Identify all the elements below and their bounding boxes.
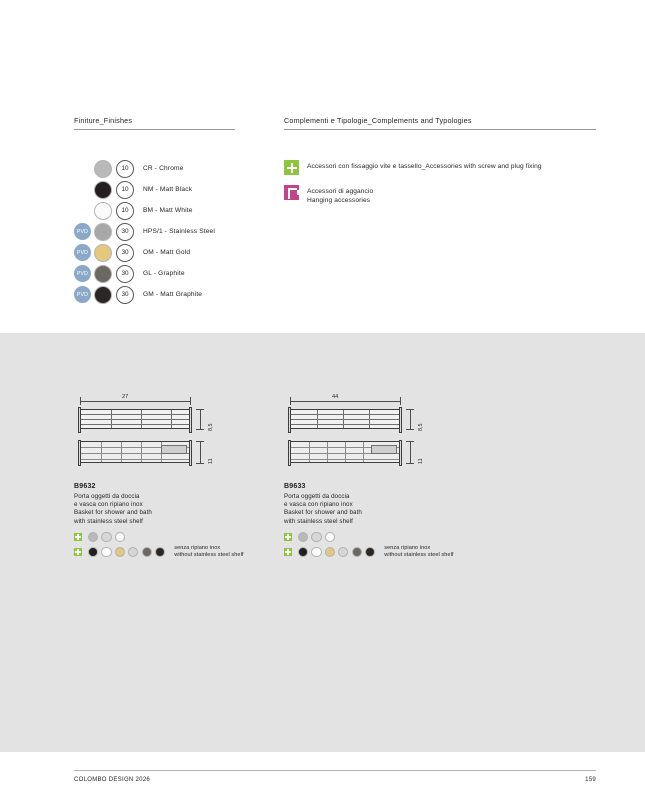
dimension-line — [80, 401, 190, 402]
finish-label: NM - Matt Black — [143, 186, 193, 193]
finish-dot — [101, 532, 111, 542]
finish-options-row-2 — [284, 545, 484, 559]
warranty-badge: 10 — [116, 202, 134, 220]
dimension-line — [410, 409, 411, 429]
finish-swatch — [94, 223, 112, 241]
page-number: 159 — [585, 777, 596, 783]
stainless-shelf — [161, 445, 187, 454]
dimension-tick — [190, 397, 191, 405]
warranty-badge: 30 — [116, 244, 134, 262]
warranty-badge: 10 — [116, 160, 134, 178]
dimension-tick — [196, 429, 204, 430]
option-note-en: without stainless steel shelf — [174, 552, 244, 558]
finish-row — [74, 179, 284, 200]
product-code: B9632 — [74, 483, 96, 490]
footer-brand: COLOMBO DESIGN 2026 — [74, 777, 151, 783]
dimension-tick — [400, 397, 401, 405]
complement-row — [284, 185, 604, 205]
basket-front-view — [80, 409, 190, 429]
basket-end-cap — [189, 440, 192, 466]
dimension-tick — [196, 409, 204, 410]
finish-dot — [101, 547, 111, 557]
finish-dot — [88, 532, 98, 542]
description-line: with stainless steel shelf — [74, 517, 143, 525]
finish-dot — [298, 532, 308, 542]
finish-swatch — [94, 265, 112, 283]
product-drawing — [74, 409, 214, 471]
basket-end-cap — [189, 407, 192, 433]
finish-label: BM - Matt White — [143, 207, 193, 214]
finish-swatch — [94, 286, 112, 304]
finish-swatch — [94, 160, 112, 178]
complement-row — [284, 160, 604, 175]
product-description — [284, 493, 484, 526]
dimension-height-a-value: 8,5 — [208, 423, 214, 431]
dimension-width-value: 27 — [118, 394, 132, 400]
finish-dot — [325, 547, 335, 557]
finish-row — [74, 263, 284, 284]
warranty-badge: 30 — [116, 223, 134, 241]
dimension-line — [200, 441, 201, 463]
dimension-tick — [406, 463, 414, 464]
plus-square-icon — [284, 533, 292, 541]
product-description — [74, 493, 274, 526]
hook-square-icon — [284, 185, 299, 200]
finish-label: OM - Matt Gold — [143, 249, 191, 256]
product-drawing — [284, 409, 424, 471]
finish-swatch — [94, 181, 112, 199]
complement-text: Accessori con fissaggio vite e tassello_Accessories with screw and plug fixing — [307, 163, 542, 170]
description-line: with stainless steel shelf — [284, 517, 353, 525]
description-line: Porta oggetti da doccia — [284, 493, 350, 500]
description-line: e vasca con ripiano inox — [74, 501, 143, 509]
finish-row — [74, 284, 284, 305]
basket-end-cap — [78, 407, 81, 433]
page-footer — [74, 770, 596, 783]
finish-label: GL - Graphite — [143, 270, 185, 277]
dimension-height-a-value: 8,5 — [418, 423, 424, 431]
finish-row — [74, 200, 284, 221]
dimension-width — [284, 395, 484, 407]
finish-dot — [338, 547, 348, 557]
finish-options-row-1 — [74, 532, 274, 542]
finish-row — [74, 158, 284, 179]
dimension-tick — [196, 441, 204, 442]
finish-dot — [311, 532, 321, 542]
description-line: e vasca con ripiano inox — [284, 501, 353, 509]
basket-end-cap — [288, 407, 291, 433]
finish-options-row-1 — [284, 532, 484, 542]
option-note — [384, 545, 453, 559]
finish-dot — [115, 532, 125, 542]
basket-perspective-view — [80, 441, 190, 463]
warranty-badge: 30 — [116, 286, 134, 304]
basket-end-cap — [399, 407, 402, 433]
heading-complements: Complementi e Tipologie_Complements and Typologies — [284, 116, 596, 130]
complement-text-en: Hanging accessories — [307, 196, 371, 204]
finish-dot — [155, 547, 165, 557]
finish-dot — [115, 547, 125, 557]
finish-swatch — [94, 244, 112, 262]
dimension-line — [290, 401, 400, 402]
pvd-badge: PVD — [74, 265, 91, 282]
option-note-en: without stainless steel shelf — [384, 552, 454, 558]
warranty-badge: 30 — [116, 265, 134, 283]
product-block-b9633 — [284, 395, 484, 559]
finish-label: CR - Chrome — [143, 165, 184, 172]
dimension-width — [74, 395, 274, 407]
dimension-width-value: 44 — [328, 394, 342, 400]
dimension-tick — [196, 463, 204, 464]
description-line: Porta oggetti da doccia — [74, 493, 140, 500]
dimension-tick — [80, 397, 81, 405]
finishes-list — [74, 158, 284, 305]
finish-dot — [311, 547, 321, 557]
finish-label: GM - Matt Graphite — [143, 291, 203, 298]
plus-square-icon — [74, 533, 82, 541]
option-note-it: senza ripiano inox — [174, 545, 221, 551]
dimension-tick — [406, 409, 414, 410]
description-line: Basket for shower and bath — [284, 509, 362, 517]
finish-label: HPS/1 - Stainless Steel — [143, 228, 215, 235]
finish-row — [74, 242, 284, 263]
finish-row — [74, 221, 284, 242]
finish-swatch — [94, 202, 112, 220]
product-code: B9633 — [284, 483, 306, 490]
finish-dot — [365, 547, 375, 557]
dimension-height-b-value: 11 — [208, 458, 214, 464]
option-note — [174, 545, 243, 559]
dimension-height-b-value: 11 — [418, 458, 424, 464]
finish-dot — [128, 547, 138, 557]
basket-end-cap — [399, 440, 402, 466]
plus-square-icon — [284, 548, 292, 556]
finish-dot — [352, 547, 362, 557]
finish-dot — [142, 547, 152, 557]
dimension-tick — [406, 429, 414, 430]
dimension-line — [410, 441, 411, 463]
complement-text — [307, 185, 373, 205]
plus-square-icon — [284, 160, 299, 175]
finish-dot — [88, 547, 98, 557]
pvd-badge: PVD — [74, 286, 91, 303]
complements-list — [284, 160, 604, 215]
dimension-tick — [406, 441, 414, 442]
option-note-it: senza ripiano inox — [384, 545, 431, 551]
pvd-badge: PVD — [74, 244, 91, 261]
section-headings — [0, 116, 645, 136]
stainless-shelf — [371, 445, 397, 454]
dimension-tick — [290, 397, 291, 405]
finish-options-row-2 — [74, 545, 274, 559]
finish-dot — [325, 532, 335, 542]
plus-square-icon — [74, 548, 82, 556]
basket-front-view — [290, 409, 400, 429]
pvd-badge: PVD — [74, 223, 91, 240]
description-line: Basket for shower and bath — [74, 509, 152, 517]
complement-text-it: Accessori di aggancio — [307, 188, 374, 195]
warranty-badge: 10 — [116, 181, 134, 199]
finish-dot — [298, 547, 308, 557]
product-block-b9632 — [74, 395, 274, 559]
basket-perspective-view — [290, 441, 400, 463]
dimension-line — [200, 409, 201, 429]
heading-finishes: Finiture_Finishes — [74, 116, 235, 130]
